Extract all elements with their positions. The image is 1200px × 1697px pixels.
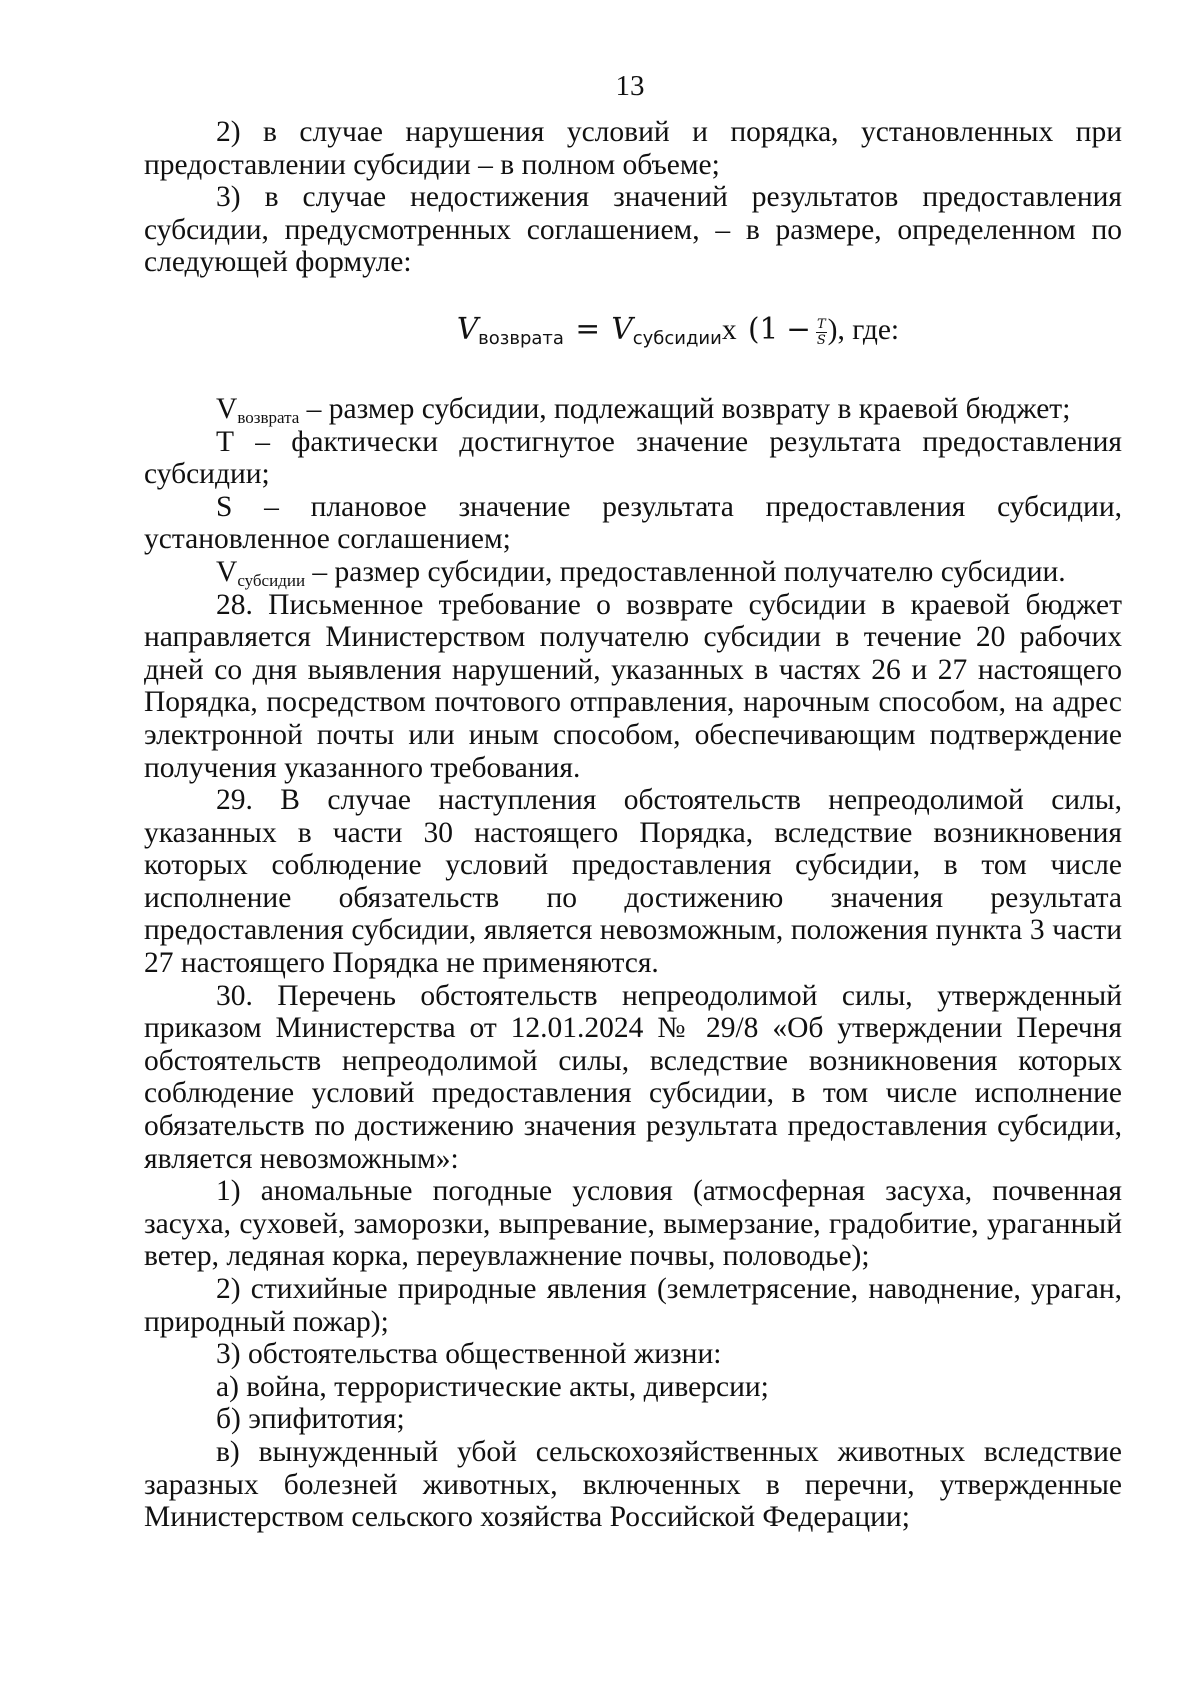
paragraph-return-full: 2) в случае нарушения условий и порядка, установленных при предоставлении субсидии – в полном объеме; [144, 116, 1122, 181]
formula-equals: = [575, 311, 601, 346]
definition-subscript: возврата [237, 407, 300, 427]
formula-fraction [816, 318, 827, 347]
paragraph-29: 29. В случае наступления обстоятельств непреодолимой силы, указанных в части 30 настоящего Порядка, вследствие возникновения которых соблюдение условий предоставления субсидии, в том числе исполнение обязательств по достижению значения результата предоставления субсидии, является невозможным, положения пункта 3 части 27 настоящего Порядка не применяются. [144, 784, 1122, 980]
formula-rhs-subscript: субсидии [632, 327, 722, 349]
return-formula [144, 309, 1122, 359]
paragraph-28: 28. Письменное требование о возврате субсидии в краевой бюджет направляется Министерством получателю субсидии в течение 20 рабочих дней со дня выявления нарушений, указанных в частях 26 и 27 настоящего Порядка, посредством почтового отправления, нарочным способом, на адрес электронной почты или иным способом, обеспечивающим подтверждение получения указанного требования. [144, 588, 1122, 784]
formula-fraction-numerator: T [816, 316, 826, 332]
formula-close: ), где: [827, 313, 900, 346]
document-body [144, 116, 1122, 1534]
page-number: 13 [615, 70, 645, 102]
list-item-war: а) война, террористические акты, диверсии; [216, 1370, 769, 1403]
definition-text: – размер субсидии, предоставленной получателю субсидии. [305, 555, 1066, 588]
definition-v-subsidy [144, 556, 1122, 589]
list-item-forced-slaughter: в) вынужденный убой сельскохозяйственных животных вследствие заразных болезней животных, включенных в перечни, утвержденные Министерством сельского хозяйства Российской Федерации; [144, 1435, 1122, 1534]
formula-rhs-var: V [611, 311, 633, 346]
paragraph-return-formula-intro: 3) в случае недостижения значений результатов предоставления субсидии, предусмотренных соглашением, – в размере, определенном по следующей формуле: [144, 181, 1122, 279]
formula-lhs-subscript: возврата [478, 327, 564, 349]
paragraph-30: 30. Перечень обстоятельств непреодолимой силы, утвержденный приказом Министерства от 12.01.2024 № 29/8 «Об утверждении Перечня обстоятельств непреодолимой силы, вследствие возникновения которых соблюдение условий предоставления субсидии, в том числе исполнение обязательств по достижению значения результата предоставления субсидии, является невозможным»: [144, 979, 1122, 1175]
formula-minus: − [786, 311, 811, 346]
list-item-weather: 1) аномальные погодные условия (атмосферная засуха, почвенная засуха, суховей, заморозки, выпревание, вымерзание, градобитие, ураганный ветер, ледяная корка, переувлажнение почвы, половодье); [144, 1175, 1122, 1273]
definition-var: V [216, 555, 238, 588]
list-item-epiphytotic: б) эпифитотия; [216, 1403, 405, 1436]
definition-s: S – плановое значение результата предоставления субсидии, установленное соглашением; [144, 490, 1122, 556]
formula-open-paren: (1 [747, 311, 779, 346]
formula-fraction-denominator: S [816, 332, 826, 348]
list-item-natural-disasters: 2) стихийные природные явления (землетрясение, наводнение, ураган, природный пожар); [144, 1273, 1122, 1338]
definition-var: V [216, 392, 238, 425]
list-item-public-life: 3) обстоятельства общественной жизни: [216, 1338, 722, 1371]
definition-text: – размер субсидии, подлежащий возврату в краевой бюджет; [299, 392, 1071, 425]
formula-lhs-var: V [456, 311, 479, 346]
definition-subscript: субсидии [237, 570, 306, 590]
definition-t: Т – фактически достигнутое значение результата предоставления субсидии; [144, 425, 1122, 491]
formula-times: x [721, 313, 737, 346]
definition-v-return [144, 393, 1122, 426]
